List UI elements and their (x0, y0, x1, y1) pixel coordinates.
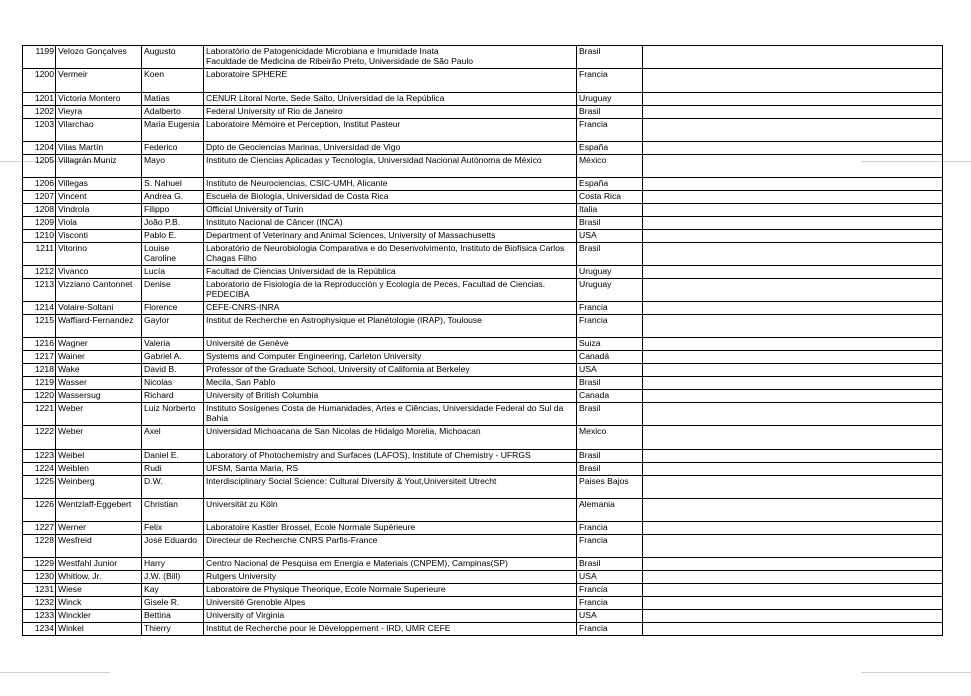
table-row (23, 230, 943, 243)
table-row (23, 351, 943, 364)
table-row (23, 623, 943, 636)
surname-cell: Whitlow, Jr. (56, 571, 142, 584)
table-row (23, 426, 943, 450)
given-name-cell: Filippo (142, 204, 204, 217)
table-row (23, 450, 943, 463)
notes-cell (643, 610, 943, 623)
given-name-cell: Louise Caroline (142, 243, 204, 266)
notes-cell (643, 266, 943, 279)
country-cell: España (577, 142, 643, 155)
given-name-cell: J.W. (Bill) (142, 571, 204, 584)
table-row (23, 338, 943, 351)
table-row (23, 106, 943, 119)
surname-cell: Weiblen (56, 463, 142, 476)
institution-cell: Systems and Computer Engineering, Carleton University (204, 351, 577, 364)
given-name-cell: Mayo (142, 155, 204, 178)
country-cell: Francia (577, 535, 643, 558)
given-name-cell: Florence (142, 302, 204, 315)
surname-cell: Wasser (56, 377, 142, 390)
surname-cell: Wainer (56, 351, 142, 364)
institution-cell: Universität zu Köln (204, 499, 577, 522)
country-cell: Francia (577, 522, 643, 535)
table-row (23, 571, 943, 584)
notes-cell (643, 476, 943, 499)
country-cell: Brasil (577, 377, 643, 390)
surname-cell: Werner (56, 522, 142, 535)
given-name-cell: Luiz Norberto (142, 403, 204, 426)
given-name-cell: Harry (142, 558, 204, 571)
country-cell: Uruguay (577, 93, 643, 106)
institution-cell: University of Virginia (204, 610, 577, 623)
table-row (23, 69, 943, 93)
table-row (23, 217, 943, 230)
table-row (23, 476, 943, 499)
row-number: 1225 (23, 476, 56, 499)
surname-cell: Vilarchao (56, 119, 142, 142)
surname-cell: Vizziano Cantonnet (56, 279, 142, 302)
country-cell: USA (577, 610, 643, 623)
row-number: 1200 (23, 69, 56, 93)
country-cell: España (577, 178, 643, 191)
notes-cell (643, 463, 943, 476)
country-cell: Brasil (577, 243, 643, 266)
row-number: 1204 (23, 142, 56, 155)
surname-cell: Visconti (56, 230, 142, 243)
surname-cell: Wesfreid (56, 535, 142, 558)
country-cell: Brasil (577, 463, 643, 476)
notes-cell (643, 426, 943, 450)
surname-cell: Vermeir (56, 69, 142, 93)
notes-cell (643, 584, 943, 597)
notes-cell (643, 535, 943, 558)
table-row (23, 204, 943, 217)
given-name-cell: Maria Eugenia (142, 119, 204, 142)
given-name-cell: Valeria (142, 338, 204, 351)
row-number: 1224 (23, 463, 56, 476)
notes-cell (643, 217, 943, 230)
surname-cell: Vitorino (56, 243, 142, 266)
country-cell: Brasil (577, 403, 643, 426)
surname-cell: Viola (56, 217, 142, 230)
institution-cell: Federal University of Rio de Janeiro (204, 106, 577, 119)
institution-cell: Laboratory of Photochemistry and Surfaces (LAFOS), Institute of Chemistry - UFRGS (204, 450, 577, 463)
country-cell: Brasil (577, 46, 643, 69)
country-cell: Francia (577, 315, 643, 338)
row-number: 1201 (23, 93, 56, 106)
given-name-cell: Andrea G. (142, 191, 204, 204)
given-name-cell: Axel (142, 426, 204, 450)
row-number: 1203 (23, 119, 56, 142)
surname-cell: Vilas Martín (56, 142, 142, 155)
row-number: 1205 (23, 155, 56, 178)
table-row (23, 364, 943, 377)
notes-cell (643, 390, 943, 403)
table-row (23, 390, 943, 403)
given-name-cell: Richard (142, 390, 204, 403)
country-cell: Canadá (577, 351, 643, 364)
row-number: 1232 (23, 597, 56, 610)
table-row (23, 243, 943, 266)
notes-cell (643, 155, 943, 178)
table-row (23, 279, 943, 302)
row-number: 1228 (23, 535, 56, 558)
row-number: 1219 (23, 377, 56, 390)
given-name-cell: Pablo E. (142, 230, 204, 243)
surname-cell: Velozo Gonçalves (56, 46, 142, 69)
table-row (23, 302, 943, 315)
notes-cell (643, 69, 943, 93)
surname-cell: Weibel (56, 450, 142, 463)
table-row (23, 119, 943, 142)
country-cell: Francia (577, 623, 643, 636)
notes-cell (643, 142, 943, 155)
institution-cell: Escuela de Biología, Universidad de Costa Rica (204, 191, 577, 204)
table-row (23, 535, 943, 558)
country-cell: Brasil (577, 217, 643, 230)
institution-cell: Facultad de Ciencias Universidad de la República (204, 266, 577, 279)
institution-cell: Laboratoire de Physique Theorique, Ecole Normale Superieure (204, 584, 577, 597)
notes-cell (643, 450, 943, 463)
page-edge-right-lower (861, 672, 971, 673)
country-cell: Alemania (577, 499, 643, 522)
surname-cell: Villagrán Muniz (56, 155, 142, 178)
table-row (23, 191, 943, 204)
notes-cell (643, 364, 943, 377)
row-number: 1215 (23, 315, 56, 338)
row-number: 1202 (23, 106, 56, 119)
institution-cell: Laboratoire SPHERE (204, 69, 577, 93)
surname-cell: Victoria Montero (56, 93, 142, 106)
table-row (23, 403, 943, 426)
surname-cell: Villegas (56, 178, 142, 191)
institution-cell: Laboratorio de Fisiología de la Reproducción y Ecología de Peces, Facultad de Ciencias. PEDECIBA (204, 279, 577, 302)
table-row (23, 377, 943, 390)
row-number: 1230 (23, 571, 56, 584)
given-name-cell: Christian (142, 499, 204, 522)
row-number: 1231 (23, 584, 56, 597)
row-number: 1226 (23, 499, 56, 522)
institution-cell: Universidad Michoacana de San Nicolas de Hidalgo Morelia, Michoacan (204, 426, 577, 450)
row-number: 1199 (23, 46, 56, 69)
surname-cell: Volaire-Soltani (56, 302, 142, 315)
row-number: 1222 (23, 426, 56, 450)
table-row (23, 597, 943, 610)
given-name-cell: Rudi (142, 463, 204, 476)
notes-cell (643, 377, 943, 390)
given-name-cell: Gisele R. (142, 597, 204, 610)
row-number: 1207 (23, 191, 56, 204)
notes-cell (643, 106, 943, 119)
given-name-cell: Gabriel A. (142, 351, 204, 364)
given-name-cell: João P.B. (142, 217, 204, 230)
given-name-cell: Kay (142, 584, 204, 597)
institution-cell: Centro Nacional de Pesquisa em Energia e Materiais (CNPEM), Campinas(SP) (204, 558, 577, 571)
table-row (23, 315, 943, 338)
institution-cell: Université de Genève (204, 338, 577, 351)
surname-cell: Vincent (56, 191, 142, 204)
row-number: 1211 (23, 243, 56, 266)
row-number: 1229 (23, 558, 56, 571)
institution-cell: Professor of the Graduate School, University of California at Berkeley (204, 364, 577, 377)
notes-cell (643, 597, 943, 610)
country-cell: Francia (577, 119, 643, 142)
table-row (23, 610, 943, 623)
row-number: 1208 (23, 204, 56, 217)
institution-cell: Institut de Recherche en Astrophysique et Planétologie (IRAP), Toulouse (204, 315, 577, 338)
table-row (23, 142, 943, 155)
given-name-cell: S. Nahuel (142, 178, 204, 191)
row-number: 1206 (23, 178, 56, 191)
institution-cell: Laboratoire Mémoire et Perception, Institut Pasteur (204, 119, 577, 142)
given-name-cell: David B. (142, 364, 204, 377)
table-row (23, 463, 943, 476)
institution-cell: Department of Veterinary and Animal Sciences, University of Massachusetts (204, 230, 577, 243)
institution-cell: UFSM, Santa Maria, RS (204, 463, 577, 476)
given-name-cell: Federico (142, 142, 204, 155)
notes-cell (643, 403, 943, 426)
country-cell: Uruguay (577, 266, 643, 279)
row-number: 1220 (23, 390, 56, 403)
row-number: 1233 (23, 610, 56, 623)
row-number: 1209 (23, 217, 56, 230)
notes-cell (643, 178, 943, 191)
surname-cell: Winckler (56, 610, 142, 623)
table-row (23, 46, 943, 69)
institution-cell: University of British Columbia (204, 390, 577, 403)
row-number: 1212 (23, 266, 56, 279)
given-name-cell: Augusto (142, 46, 204, 69)
institution-cell: Instituto Sosígenes Costa de Humanidades, Artes e Ciências, Universidade Federal do Sul da Bahia (204, 403, 577, 426)
row-number: 1218 (23, 364, 56, 377)
table-row (23, 93, 943, 106)
country-cell: Suiza (577, 338, 643, 351)
notes-cell (643, 279, 943, 302)
country-cell: Brasil (577, 558, 643, 571)
table-row (23, 522, 943, 535)
institution-cell: Laboratoire Kastler Brossel, Ecole Normale Supérieure (204, 522, 577, 535)
institution-cell: Dpto de Geociencias Marinas, Universidad de Vigo (204, 142, 577, 155)
country-cell: USA (577, 571, 643, 584)
surname-cell: Vindrola (56, 204, 142, 217)
institution-cell: Université Grenoble Alpes (204, 597, 577, 610)
notes-cell (643, 499, 943, 522)
notes-cell (643, 558, 943, 571)
institution-cell: Institut de Recherche pour le Développement - IRD, UMR CEFE (204, 623, 577, 636)
table-row (23, 178, 943, 191)
notes-cell (643, 46, 943, 69)
surname-cell: Vieyra (56, 106, 142, 119)
row-number: 1213 (23, 279, 56, 302)
institution-cell: Instituto Nacional de Câncer (INCA) (204, 217, 577, 230)
given-name-cell: José Eduardo (142, 535, 204, 558)
row-number: 1227 (23, 522, 56, 535)
given-name-cell: Denise (142, 279, 204, 302)
surname-cell: Weber (56, 426, 142, 450)
country-cell: Mexico (577, 426, 643, 450)
given-name-cell: Gaylor (142, 315, 204, 338)
country-cell: USA (577, 230, 643, 243)
country-cell: Costa Rica (577, 191, 643, 204)
notes-cell (643, 302, 943, 315)
table-body (23, 46, 943, 636)
participants-table (22, 45, 943, 636)
notes-cell (643, 243, 943, 266)
given-name-cell: Felix (142, 522, 204, 535)
notes-cell (643, 571, 943, 584)
row-number: 1217 (23, 351, 56, 364)
surname-cell: Wake (56, 364, 142, 377)
surname-cell: Wiese (56, 584, 142, 597)
notes-cell (643, 230, 943, 243)
institution-cell: CENUR Litoral Norte, Sede Salto, Universidad de la República (204, 93, 577, 106)
surname-cell: Winck (56, 597, 142, 610)
table-row (23, 499, 943, 522)
table-row (23, 584, 943, 597)
given-name-cell: Koen (142, 69, 204, 93)
institution-cell: Laboratório de Neurobiologia Comparativa e do Desenvolvimento, Instituto de Biofísica Carlos Chagas Filho (204, 243, 577, 266)
notes-cell (643, 119, 943, 142)
country-cell: México (577, 155, 643, 178)
row-number: 1214 (23, 302, 56, 315)
row-number: 1216 (23, 338, 56, 351)
row-number: 1223 (23, 450, 56, 463)
table-row (23, 266, 943, 279)
notes-cell (643, 338, 943, 351)
surname-cell: Wassersug (56, 390, 142, 403)
surname-cell: Wagner (56, 338, 142, 351)
given-name-cell: Daniel E. (142, 450, 204, 463)
given-name-cell: Lucía (142, 266, 204, 279)
notes-cell (643, 191, 943, 204)
surname-cell: Vivanco (56, 266, 142, 279)
institution-cell: Interdisciplinary Social Science: Cultural Diversity & Yout,Universiteit Utrecht (204, 476, 577, 499)
institution-cell: Instituto de Ciencias Aplicadas y Tecnología, Universidad Nacional Autónoma de México (204, 155, 577, 178)
given-name-cell: D.W. (142, 476, 204, 499)
table-row (23, 155, 943, 178)
surname-cell: Westfahl Junior (56, 558, 142, 571)
country-cell: Francia (577, 597, 643, 610)
surname-cell: Weinberg (56, 476, 142, 499)
given-name-cell: Nicolas (142, 377, 204, 390)
country-cell: Francia (577, 69, 643, 93)
given-name-cell: Bettina (142, 610, 204, 623)
notes-cell (643, 623, 943, 636)
country-cell: USA (577, 364, 643, 377)
institution-cell: Rutgers University (204, 571, 577, 584)
notes-cell (643, 351, 943, 364)
notes-cell (643, 93, 943, 106)
given-name-cell: Thierry (142, 623, 204, 636)
country-cell: Uruguay (577, 279, 643, 302)
surname-cell: Winkel (56, 623, 142, 636)
surname-cell: Wentzlaff-Eggebert (56, 499, 142, 522)
country-cell: Francia (577, 584, 643, 597)
row-number: 1234 (23, 623, 56, 636)
row-number: 1210 (23, 230, 56, 243)
notes-cell (643, 522, 943, 535)
notes-cell (643, 315, 943, 338)
country-cell: Paises Bajos (577, 476, 643, 499)
country-cell: Italia (577, 204, 643, 217)
institution-cell: Instituto de Neurociencias, CSIC-UMH, Alicante (204, 178, 577, 191)
given-name-cell: Adalberto (142, 106, 204, 119)
surname-cell: Waffiard-Fernandez (56, 315, 142, 338)
institution-cell: CEFE-CNRS-INRA (204, 302, 577, 315)
surname-cell: Weber (56, 403, 142, 426)
institution-cell: Directeur de Recherche CNRS Parfis-France (204, 535, 577, 558)
page-edge-left-lower (0, 672, 110, 673)
table-row (23, 558, 943, 571)
given-name-cell: Matías (142, 93, 204, 106)
country-cell: Brasil (577, 106, 643, 119)
notes-cell (643, 204, 943, 217)
country-cell: Francia (577, 302, 643, 315)
institution-cell: Mecila, San Pablo (204, 377, 577, 390)
institution-cell: Laboratório de Patogenicidade Microbiana e Imunidade Inata Faculdade de Medicina de Ribeirão Preto, Universidade de São Paulo (204, 46, 577, 69)
country-cell: Canada (577, 390, 643, 403)
country-cell: Brasil (577, 450, 643, 463)
institution-cell: Official University of Turin (204, 204, 577, 217)
row-number: 1221 (23, 403, 56, 426)
